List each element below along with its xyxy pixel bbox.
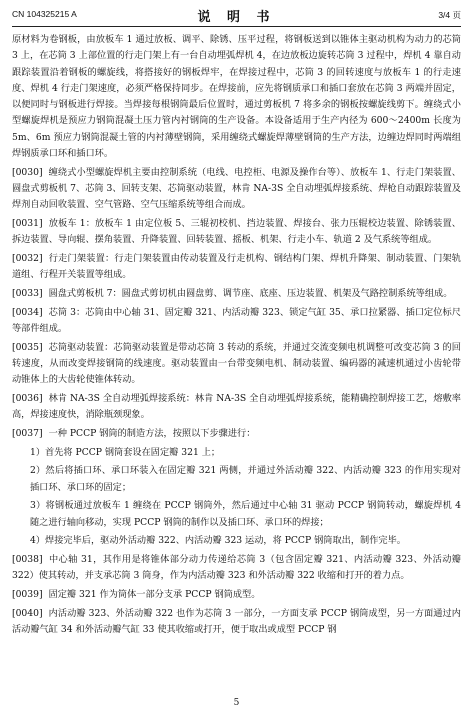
paragraph [12, 587, 461, 603]
paragraph-number: [0039] [12, 588, 43, 600]
document-body [12, 32, 461, 641]
paragraph [12, 286, 461, 302]
paragraph-text: 缠绕式小型螺旋焊机主要由控制系统（电线、电控柜、电源及操作台等）、放板车 1、行走门架装置、圆盘式剪板机 7、芯筒 3、回转支架、芯筒驱动装置，林肯 NA-3S 全自动埋弧焊接系统、焊枪自动跟踪装置及焊剂自动回收装置、空气管路、空气压缩系统等组合而成。 [12, 166, 461, 211]
paragraph-text: 芯筒 3：芯筒由中心轴 31、固定瓣 321、内活动瓣 323、锁定气缸 35、承口拉紧器、插口定位标尺等部件组成。 [12, 306, 461, 334]
patent-number: CN 104325215 A [12, 9, 77, 19]
paragraph-text: 放板车 1：放板车 1 由定位板 5、三辊初校机、挡边装置、焊接台、张力压辊校边装置、除锈装置、拆边装置、导向辊、摆角装置、升降装置、回转装置、摇板、机架、行走小车、轨道 2 及气系统等组成。 [12, 218, 461, 246]
paragraph [12, 216, 461, 249]
paragraph [12, 463, 461, 496]
paragraph [12, 391, 461, 424]
header-rule [12, 26, 461, 27]
paragraph [12, 165, 461, 214]
paragraph-number: [0034] [12, 306, 43, 318]
paragraph [12, 606, 461, 639]
paragraph-number: [0038] [12, 553, 43, 565]
page-number: 5 [233, 698, 240, 708]
paragraph [12, 533, 461, 549]
paragraph [12, 305, 461, 338]
paragraph-text: 行走门架装置：行走门架装置由传动装置及行走机构、钢结构门架、焊机升降架、制动装置、门架轨道组、行程开关装置等组成。 [12, 253, 461, 281]
paragraph-number: [0035] [12, 341, 43, 353]
paragraph [12, 426, 461, 442]
paragraph-number: [0030] [12, 166, 43, 178]
page-header [12, 6, 461, 26]
paragraph-text: 固定瓣 321 作为筒体一部分支承 PCCP 钢筒成型。 [48, 588, 261, 600]
paragraph-text: 内活动瓣 323、外活动瓣 322 也作为芯筒 3 一部分，一方面支承 PCCP 钢筒成型，另一方面通过内活动瓣气缸 34 和外活动瓣气缸 33 使其收缩或打开，便于取出或成型 PCCP 钢 [12, 607, 461, 635]
paragraph [12, 445, 461, 461]
paragraph [12, 32, 461, 162]
document-title: 说 明 书 [197, 10, 276, 25]
paragraph-number: [0036] [12, 392, 43, 404]
paragraph-text: 4）焊接完毕后，驱动外活动瓣 322、内活动瓣 323 运动，将 PCCP 钢筒取出，制作完毕。 [30, 535, 406, 547]
paragraph-number: [0033] [12, 288, 43, 300]
page-ratio: 3/4 页 [438, 10, 461, 20]
paragraph-text: 1）首先将 PCCP 钢筒套设在固定瓣 321 上； [30, 446, 221, 458]
paragraph [12, 552, 461, 585]
paragraph-text: 林肯 NA-3S 全自动埋弧焊接系统：林肯 NA-3S 全自动埋弧焊接系统，能精确控制焊接工艺，熔敷率高，焊接速度快，消除瓶颈现象。 [12, 392, 461, 421]
paragraph-text: 中心轴 31，其作用是将锥体部分动力传递给芯筒 3（包含固定瓣 321、内活动瓣 323、外活动瓣 322）使其转动，并支承芯筒 3 筒身，作为内活动瓣 323 和外活动瓣 322 收缩和打开的着力点。 [12, 553, 461, 582]
paragraph-number: [0037] [12, 427, 43, 439]
paragraph-number: [0040] [12, 607, 43, 619]
paragraph-text: 芯筒驱动装置：芯筒驱动装置是带动芯筒 3 转动的系统，并通过交流变频电机调整可改变芯筒 3 的回转速度，从而改变焊接钢筒的线速度。驱动装置由一台带变频电机、制动装置、编码器的减速机通过小齿轮带动锥体上的大齿轮使锥体转动。 [12, 341, 461, 386]
paragraph [12, 340, 461, 389]
paragraph-number: [0031] [12, 218, 43, 230]
paragraph [12, 251, 461, 284]
paragraph-text: 2）然后将插口环、承口环装入在固定瓣 321 两侧，并通过外活动瓣 322、内活动瓣 323 的作用实现对插口环、承口环的固定； [30, 465, 461, 493]
paragraph-text: 一种 PCCP 钢筒的制造方法，按照以下步骤进行： [48, 427, 256, 439]
paragraph [12, 498, 461, 531]
paragraph-text: 3）将钢板通过放板车 1 缠绕在 PCCP 钢筒外，然后通过中心轴 31 驱动 PCCP 钢筒转动，螺旋焊机 4 随之进行轴向移动，实现 PCCP 钢筒的制作以及插口环、承口环的焊接； [30, 500, 461, 528]
paragraph-text: 原材料为卷钢板，由放板车 1 通过放板、调平、除锈、压平过程，将钢板送到以锥体主驱动机构为动力的芯筒 3 上，在芯筒 3 上部位置的行走门架上有一台自动埋弧焊机 4，在边放板边旋转芯筒 3 过程中，焊机 4 靠自动跟踪装置沿着钢板的螺旋线，将搭接好的钢板焊牢，在焊接过程中，芯筒 3 的回转速度与放板车 1 的行走速度、焊机 4 行走门架速度，必须严格保持同步。在焊接前，应先将钢质承口和插口套放在芯筒 3 两端并固定，以便同时与钢板进行焊接。当焊接每根钢筒最后位置时，通过剪板机 7 将多余的钢板按螺旋线剪下。缠绕式小型螺旋焊机是预应力钢筒混凝土压力管内衬钢筒的生产设备。本设备适用于生产内径为 600～2400m 长度为 5m、6m 预应力钢筒混凝土管的内衬薄壁钢筒，采用缠绕式螺旋焊薄壁钢筒的生产方法，边缠边焊同时两端组焊钢质承口环和插口环。 [12, 34, 461, 160]
paragraph-number: [0032] [12, 253, 43, 265]
paragraph-text: 圆盘式剪板机 7：圆盘式剪切机由圆盘剪、调节座、底座、压边装置、机架及气路控制系统等组成。 [48, 288, 453, 300]
